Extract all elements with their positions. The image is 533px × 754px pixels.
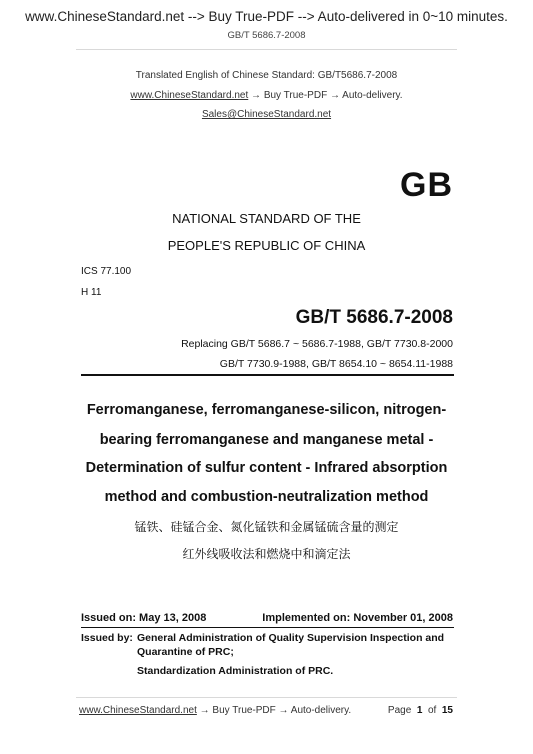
gb-mark: GB [400, 166, 453, 204]
issued-date: Issued on: May 13, 2008 [81, 612, 207, 624]
translation-links [0, 90, 533, 101]
title-cn-line2: 红外线吸收法和燃烧中和滴定法 [182, 547, 351, 561]
issuer-line2: Quarantine of PRC; [137, 646, 234, 658]
title-en-line3: Determination of sulfur content - Infrared absorption [85, 460, 448, 476]
page-indicator [388, 705, 453, 716]
issuer-line3: Standardization Administration of PRC. [137, 665, 334, 677]
footer-divider [76, 697, 457, 698]
site-link[interactable]: www.ChineseStandard.net [130, 90, 249, 101]
ics-code: ICS 77.100 [81, 266, 132, 277]
issuer-label: Issued by: [81, 632, 133, 644]
translation-email [0, 109, 533, 120]
footer-buy-note: → Buy True-PDF → Auto-delivery. [196, 705, 352, 716]
title-divider [81, 374, 454, 376]
h-code: H 11 [81, 287, 102, 298]
national-standard-line1: NATIONAL STANDARD OF THE [172, 211, 361, 226]
implemented-date: Implemented on: November 01, 2008 [262, 612, 453, 624]
translation-note: Translated English of Chinese Standard: GB/T5686.7-2008 [135, 70, 398, 81]
footer-site-link[interactable]: www.ChineseStandard.net [79, 705, 197, 716]
issuer-line1: General Administration of Quality Supervision Inspection and [137, 632, 445, 644]
email-link[interactable]: Sales@ChineseStandard.net [201, 109, 332, 120]
header-standard-number: GB/T 5686.7-2008 [227, 30, 306, 41]
page-number: 1 [416, 705, 423, 716]
footer-links [79, 705, 351, 716]
standard-number: GB/T 5686.7-2008 [295, 307, 453, 328]
replacing-line1: Replacing GB/T 5686.7 ~ 5686.7-1988, GB/T 7730.8-2000 [181, 338, 453, 350]
national-standard-line2: PEOPLE'S REPUBLIC OF CHINA [167, 238, 366, 253]
replacing-line2: GB/T 7730.9-1988, GB/T 8654.10 ~ 8654.11-1988 [219, 358, 453, 370]
title-en-line4: method and combustion-neutralization method [104, 489, 429, 505]
of-word: of [427, 705, 437, 716]
title-en-line2: bearing ferromanganese and manganese metal - [99, 432, 434, 448]
dates-divider [81, 627, 454, 628]
top-banner: www.ChineseStandard.net --> Buy True-PDF --> Auto-delivered in 0~10 minutes. [25, 9, 508, 24]
buy-note: → Buy True-PDF → Auto-delivery. [248, 90, 403, 101]
page-total: 15 [441, 705, 453, 716]
title-cn-line1: 锰铁、硅锰合金、氮化锰铁和金属锰硫含量的测定 [134, 520, 399, 534]
header-divider [76, 49, 457, 50]
title-en-line1: Ferromanganese, ferromanganese-silicon, nitrogen- [86, 402, 447, 418]
page-word: Page [387, 705, 412, 716]
